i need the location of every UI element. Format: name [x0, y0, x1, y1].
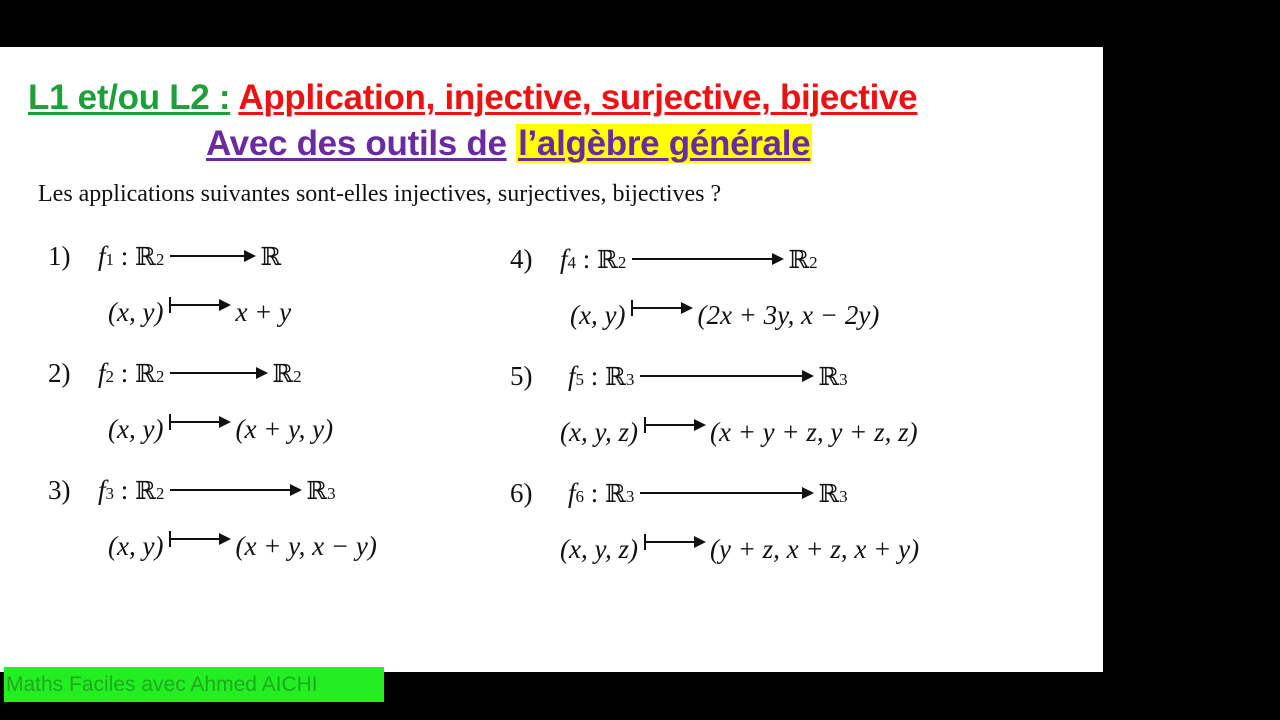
title-level: L1 et/ou L2 : — [28, 78, 231, 117]
function-signature: f 6 : ℝ 3 ℝ 3 — [568, 478, 848, 508]
exercise-number: 4) — [510, 244, 533, 274]
function-name: f — [568, 361, 576, 391]
right-arrow-icon — [170, 489, 300, 491]
codomain-set: ℝ — [260, 242, 282, 271]
right-arrow-icon — [170, 372, 266, 374]
function-argument: (x, y) — [108, 531, 164, 561]
function-image: (2x + 3y, x − 2y) — [697, 300, 880, 330]
exercise-number: 6) — [510, 478, 533, 508]
channel-watermark: Maths Faciles avec Ahmed AICHI — [4, 667, 384, 702]
function-image: x + y — [235, 297, 292, 327]
subtitle-prefix: Avec des outils de — [206, 124, 507, 163]
function-signature: f 2 : ℝ 2 ℝ 2 — [98, 358, 302, 388]
function-signature: f 5 : ℝ 3 ℝ 3 — [568, 361, 848, 391]
right-arrow-icon — [640, 492, 812, 494]
function-argument: (x, y) — [108, 414, 164, 444]
exercise-number: 3) — [48, 475, 71, 505]
codomain-set: ℝ — [818, 479, 840, 508]
function-name: f — [98, 241, 106, 271]
function-argument: (x, y) — [108, 297, 164, 327]
function-image: (x + y, x − y) — [235, 531, 377, 561]
slide — [0, 47, 1103, 696]
title-line — [28, 77, 917, 121]
mapsto-arrow-icon — [644, 534, 704, 550]
function-rule — [108, 414, 333, 445]
exercise-number: 2) — [48, 358, 71, 388]
right-arrow-icon — [170, 255, 254, 257]
right-arrow-icon — [640, 375, 812, 377]
mapsto-arrow-icon — [169, 414, 229, 430]
subtitle-highlight: l’algèbre générale — [518, 124, 811, 163]
function-signature: f 1 : ℝ 2 ℝ — [98, 241, 282, 271]
function-name: f — [560, 244, 568, 274]
exercise-number: 1) — [48, 241, 71, 271]
domain-set: ℝ — [135, 359, 156, 388]
codomain-set: ℝ — [272, 359, 294, 388]
function-rule — [570, 300, 879, 331]
function-rule — [108, 297, 291, 328]
exercise-number: 5) — [510, 361, 533, 391]
corner-black-block — [1103, 532, 1280, 672]
function-signature: f 4 : ℝ 2 ℝ 2 — [560, 244, 818, 274]
subtitle-line — [206, 123, 812, 167]
mapsto-arrow-icon — [169, 531, 229, 547]
function-argument: (x, y, z) — [560, 534, 638, 564]
domain-set: ℝ — [597, 245, 618, 274]
function-image: (x + y, y) — [235, 414, 334, 444]
function-rule — [560, 534, 919, 565]
domain-set: ℝ — [135, 242, 156, 271]
domain-set: ℝ — [605, 479, 626, 508]
domain-set: ℝ — [135, 476, 156, 505]
codomain-set: ℝ — [818, 362, 840, 391]
mapsto-arrow-icon — [631, 300, 691, 316]
exercise-question: Les applications suivantes sont-elles injectives, surjectives, bijectives ? — [38, 181, 722, 207]
domain-set: ℝ — [605, 362, 626, 391]
mapsto-arrow-icon — [169, 297, 229, 313]
function-rule — [108, 531, 377, 562]
function-name: f — [568, 478, 576, 508]
function-argument: (x, y) — [570, 300, 626, 330]
codomain-set: ℝ — [788, 245, 810, 274]
function-image: (x + y + z, y + z, z) — [709, 417, 918, 447]
function-signature: f 3 : ℝ 2 ℝ 3 — [98, 475, 336, 505]
right-arrow-icon — [632, 258, 782, 260]
title-topic: Application, injective, surjective, bijective — [238, 78, 918, 117]
codomain-set: ℝ — [306, 476, 328, 505]
function-rule — [560, 417, 918, 448]
mapsto-arrow-icon — [644, 417, 704, 433]
function-name: f — [98, 358, 106, 388]
function-name: f — [98, 475, 106, 505]
function-image: (y + z, x + z, x + y) — [709, 534, 920, 564]
function-argument: (x, y, z) — [560, 417, 638, 447]
